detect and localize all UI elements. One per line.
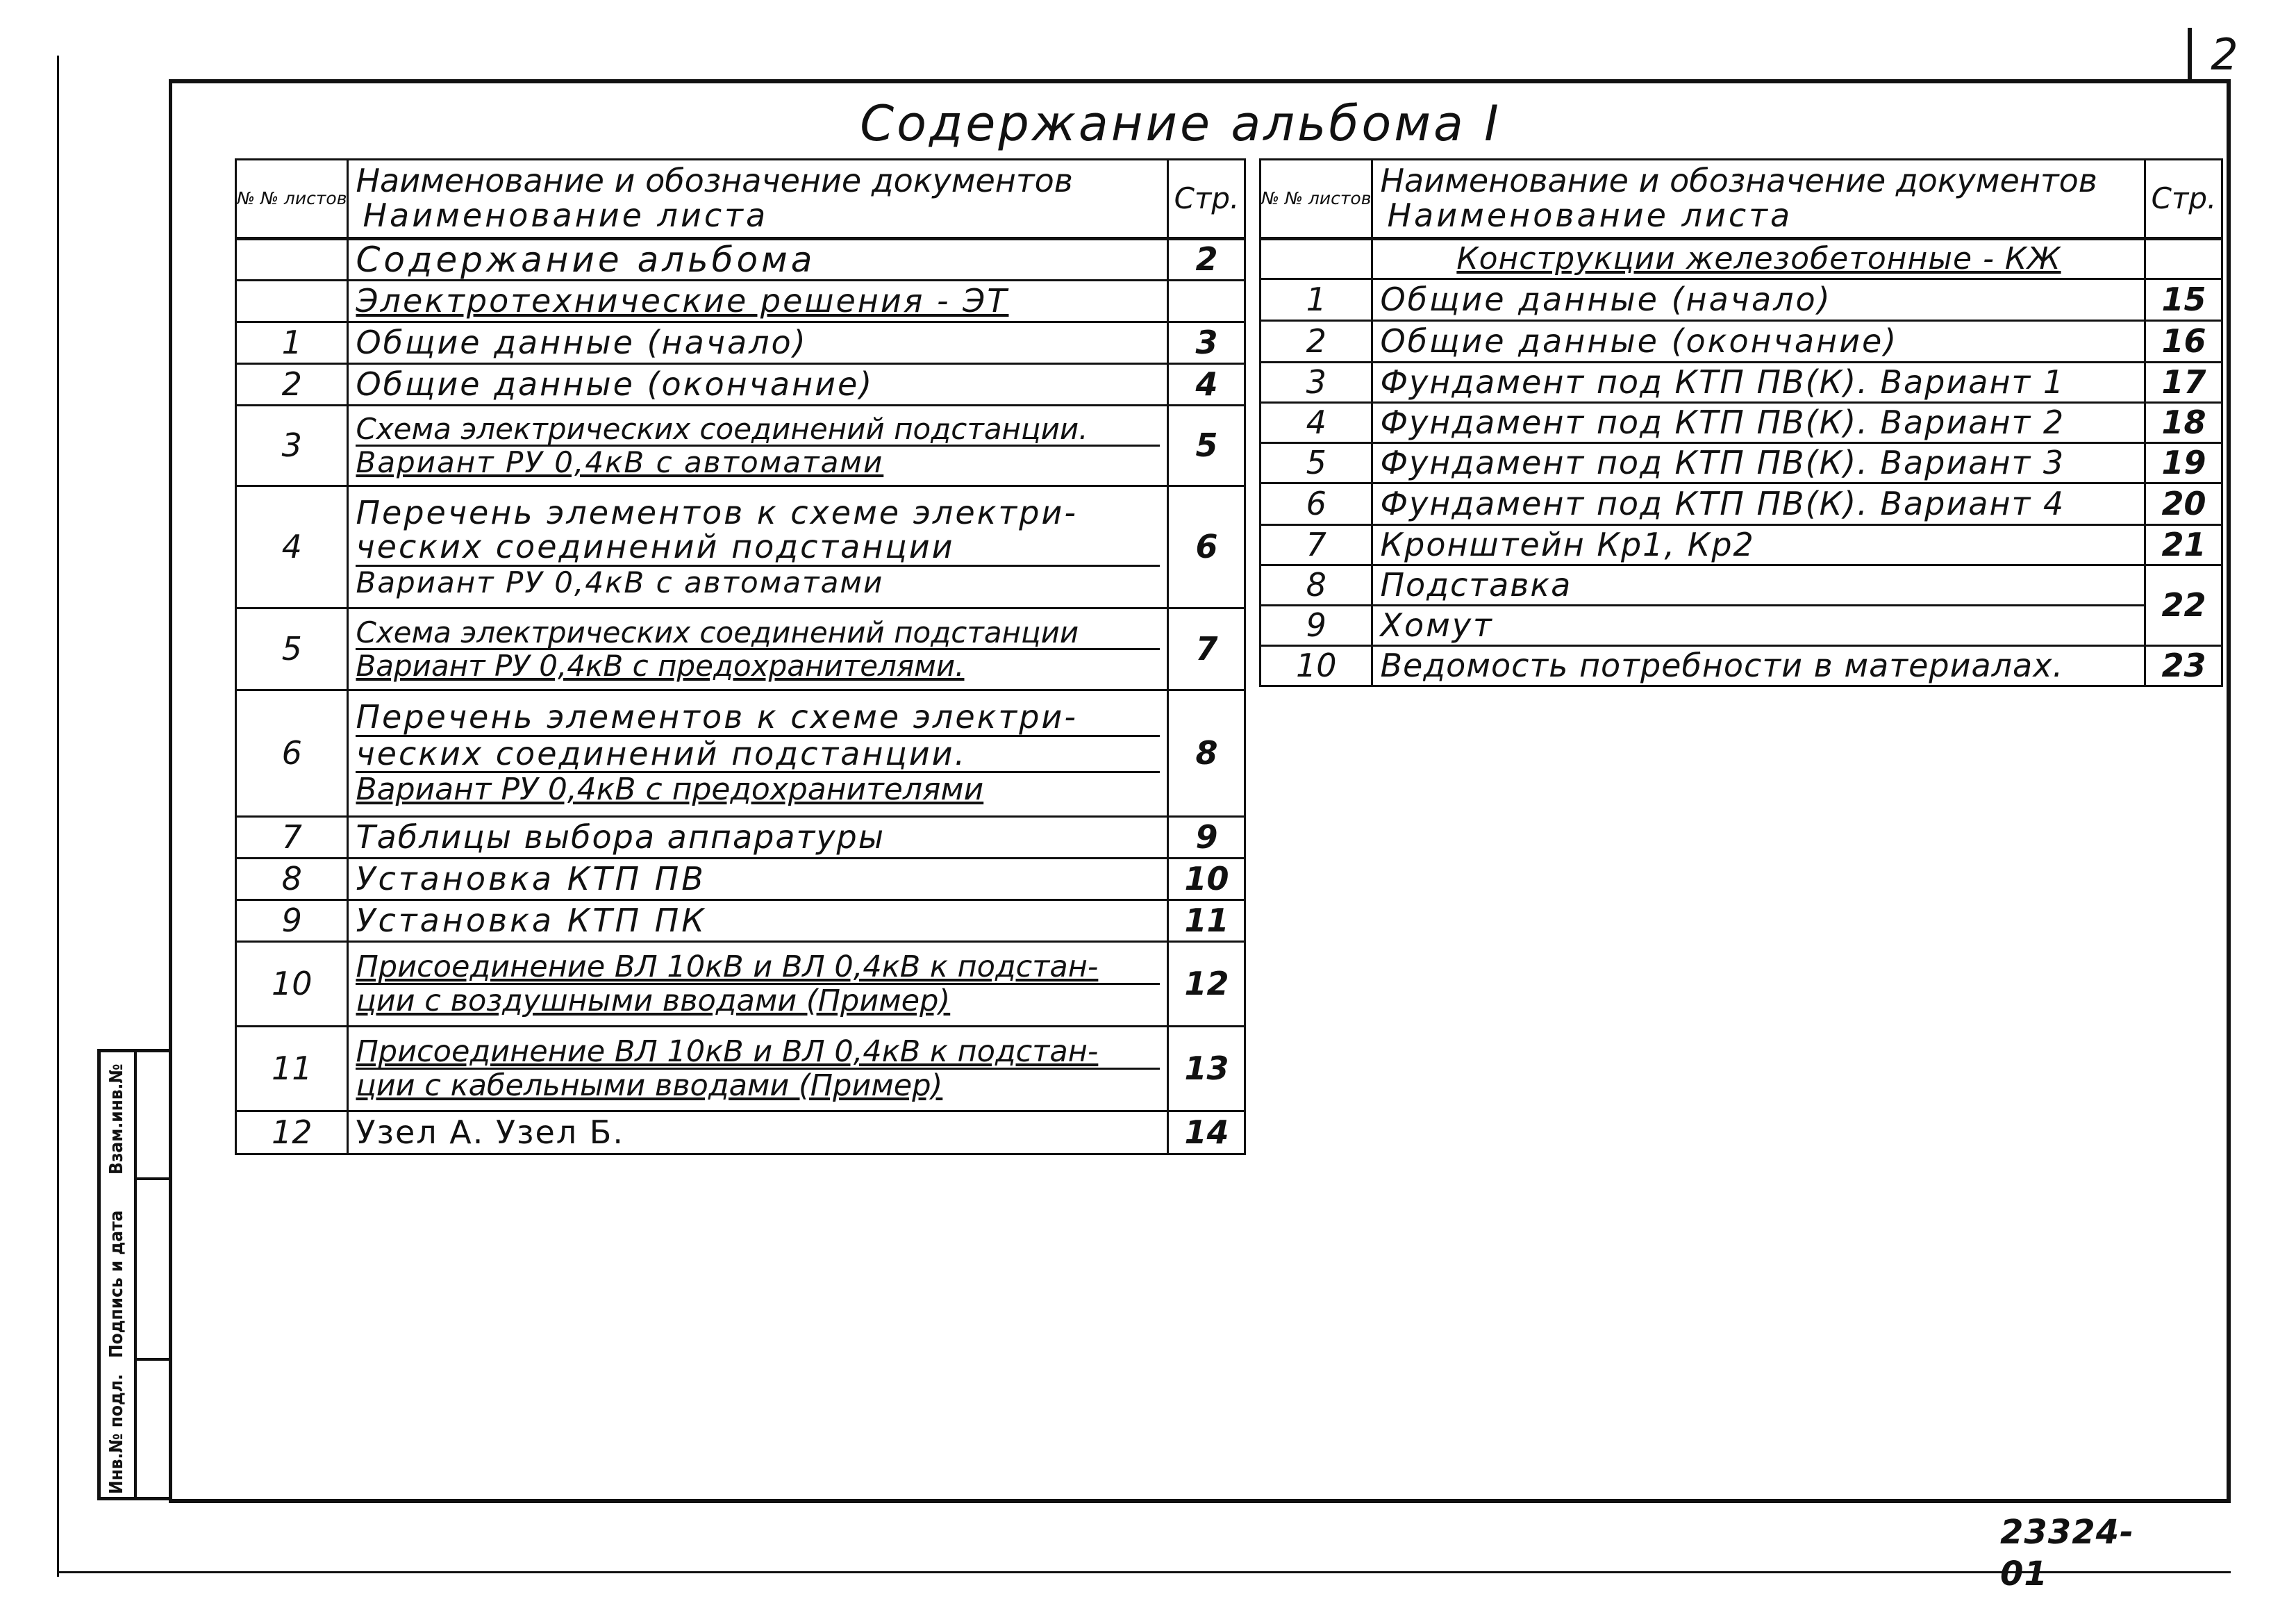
table-row: 3 Фундамент под КТП ПВ(К). Вариант 1 17	[1261, 363, 2222, 403]
header-document-name: Наименование и обозначение документов Наименование листа	[1372, 160, 2145, 239]
section-row	[1261, 239, 2222, 279]
table-row: 4 Фундамент под КТП ПВ(К). Вариант 2 18	[1261, 403, 2222, 443]
table-row: 4 Перечень элементов к схеме электри- ческих соединений подстанции Вариант РУ 0,4кВ с автоматами 6	[236, 486, 1245, 608]
page-number: 2	[2211, 29, 2238, 80]
table-row: 2 Общие данные (окончание) 16	[1261, 321, 2222, 363]
page-title: Содержание альбома I	[860, 95, 1501, 152]
scan-edge-line	[57, 56, 59, 1577]
right-contents-table	[1259, 158, 2223, 687]
header-sheet-number: № № листов	[1261, 160, 1372, 239]
table-row: 7 Кронштейн Кр1, Кр2 21	[1261, 525, 2222, 565]
header-page: Стр.	[2145, 160, 2222, 239]
table-row: 8 Установка КТП ПВ 10	[236, 859, 1245, 900]
header-page: Стр.	[1168, 160, 1245, 239]
stamp-replace-inv: Взам.инв.№	[106, 1063, 127, 1175]
section-row	[236, 281, 1245, 322]
stamp-divider	[134, 1177, 170, 1180]
section-title-kzh: Конструкции железобетонные - КЖ	[1372, 239, 2145, 279]
table-row: 7 Таблицы выбора аппаратуры 9	[236, 817, 1245, 859]
table-row: 10 Ведомость потребности в материалах. 23	[1261, 646, 2222, 686]
table-row: 8 Подставка 22	[1261, 565, 2222, 606]
header-sheet-number: № № листов	[236, 160, 348, 239]
table-row: 10 Присоединение ВЛ 10кВ и ВЛ 0,4кВ к подстан- ции с воздушными вводами (Пример) 12	[236, 942, 1245, 1027]
table-row: 5 Фундамент под КТП ПВ(К). Вариант 3 19	[1261, 443, 2222, 483]
table-row: 6 Перечень элементов к схеме электри- ческих соединений подстанции. Вариант РУ 0,4кВ с предохранителями 8	[236, 690, 1245, 817]
table-row: 1 Общие данные (начало) 3	[236, 322, 1245, 364]
table-row: 12 Узел А. Узел Б. 14	[236, 1111, 1245, 1154]
table-row: 5 Схема электрических соединений подстанции Вариант РУ 0,4кВ с предохранителями. 7	[236, 608, 1245, 690]
stamp-inv-orig: Инв.№ подл.	[106, 1374, 127, 1494]
table-row: 3 Схема электрических соединений подстанции. Вариант РУ 0,4кВ с автоматами 5	[236, 406, 1245, 486]
table-row: 9 Хомут	[1261, 606, 2222, 646]
scan-bottom-line	[57, 1571, 2231, 1573]
header-document-name: Наименование и обозначение документов Наименование листа	[348, 160, 1168, 239]
stamp-divider	[134, 1358, 170, 1361]
table-row: 11 Присоединение ВЛ 10кВ и ВЛ 0,4кВ к подстан- ции с кабельными вводами (Пример) 13	[236, 1027, 1245, 1111]
table-row: 2 Общие данные (окончание) 4	[236, 364, 1245, 406]
document-code: 23324-01	[2000, 1513, 2134, 1593]
side-stamp	[97, 1049, 170, 1500]
page-number-divider	[2188, 28, 2192, 83]
table-row: Содержание альбома 2	[236, 239, 1245, 281]
stamp-sign-date: Подпись и дата	[106, 1210, 127, 1358]
table-row: 9 Установка КТП ПК 11	[236, 900, 1245, 942]
section-title-et: Электротехнические решения - ЭТ	[348, 281, 1168, 322]
left-contents-table	[235, 158, 1246, 1155]
table-row: 6 Фундамент под КТП ПВ(К). Вариант 4 20	[1261, 483, 2222, 525]
table-row: 1 Общие данные (начало) 15	[1261, 279, 2222, 321]
